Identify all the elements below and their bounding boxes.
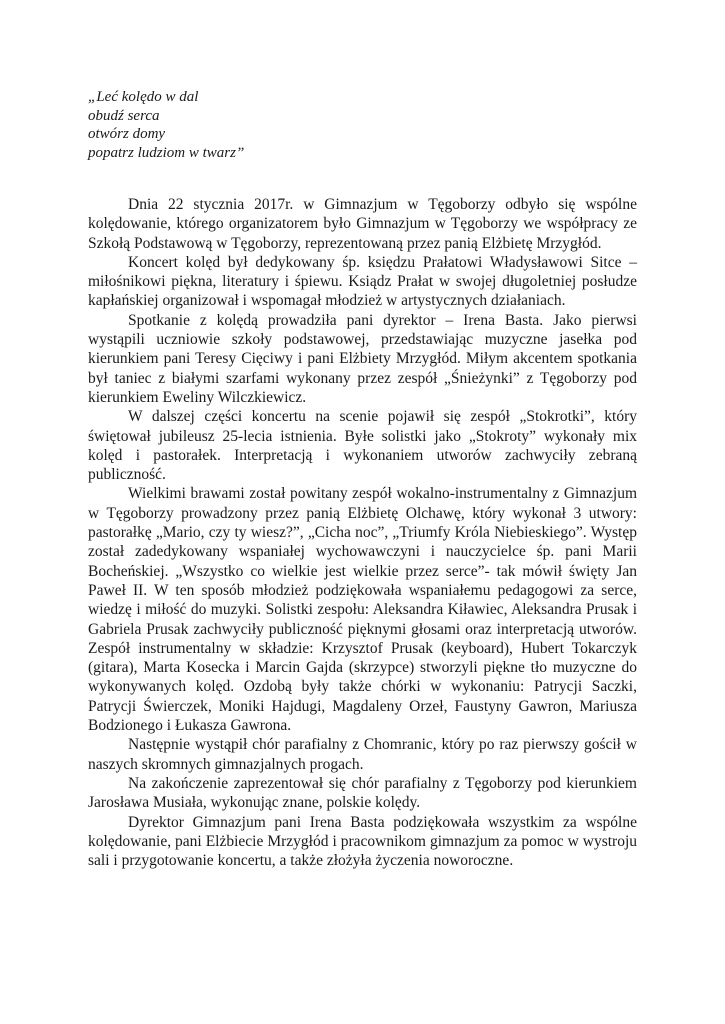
paragraph-intro: Dnia 22 stycznia 2017r. w Gimnazjum w Tęgoborzy odbyło się wspólne kolędowanie, którego organizatorem było Gimnazjum w Tęgoborzy we współpracy ze Szkołą Podstawową w Tęgoborzy, reprezentowaną przez panią Elżbietę Mrzygłód. xyxy=(88,196,637,252)
paragraph-opening: Spotkanie z kolędą prowadziła pani dyrektor – Irena Basta. Jako pierwsi wystąpili uczniowie szkoły podstawowej, przedstawiając muzyczne jasełka pod kierunkiem pani Teresy Cięciwy i pani Elżbiety Mrzygłód. Miłym akcentem spotkania był taniec z białymi szarfami wykonany przez zespół „Śnieżynki” z Tęgoborzy pod kierunkiem Eweliny Wilczkiewicz. xyxy=(88,311,637,406)
paragraph-dedication: Koncert kolęd był dedykowany śp. księdzu Prałatowi Władysławowi Sitce – miłośnikowi piękna, literatury i śpiewu. Ksiądz Prałat w swojej długoletniej posłudze kapłańskiej organizował i wspomagał młodzież w artystycznych działaniach. xyxy=(88,253,637,310)
paragraph-closing: Dyrektor Gimnazjum pani Irena Basta podziękowała wszystkim za wspólne kolędowanie, pani Elżbiecie Mrzygłód i pracownikom gimnazjum za pomoc w wystroju sali i przygotowanie koncertu, a także złożyła życzenia noworoczne. xyxy=(88,813,637,870)
paragraph-stokrotki: W dalszej części koncertu na scenie pojawił się zespół „Stokrotki”, który świętował jubileusz 25-lecia istnienia. Byłe solistki jako „Stokroty” wykonały mix kolęd i pastorałek. Interpretacją i wykonaniem utworów zachwyciły zebraną publiczność. xyxy=(88,408,637,484)
poem-epigraph xyxy=(88,88,244,162)
poem-line: „Leć kolędo w dal xyxy=(88,89,199,105)
poem-line: popatrz ludziom w twarz” xyxy=(88,144,245,161)
paragraph-ensemble: Wielkimi brawami został powitany zespół wokalno-instrumentalny z Gimnazjum w Tęgoborzy prowadzony przez panią Elżbietę Olchawę, który wykonał 3 utwory: pastorałkę „Mario, czy ty wiesz?”, „Cicha noc”, „Triumfy Króla Niebieskiego”. Występ został zadedykowany wspaniałej wychowawczyni i nauczycielce śp. pani Marii Bocheńskiej. „Wszystko co wielkie jest wielkie przez serce”- tak mówił święty Jan Paweł II. W ten sposób młodzież podziękowała wspaniałemu pedagogowi za serce, wiedzę i miłość do muzyki. Solistki zespołu: Aleksandra Kiławiec, Aleksandra Prusak i Gabriela Prusak zachwyciły publiczność pięknymi głosami oraz interpretacją utworów. Zespół instrumentalny w składzie: Krzysztof Prusak (keyboard), Hubert Tokarczyk (gitara), Marta Kosecka i Marcin Gajda (skrzypce) stworzyli piękne tło muzyczne do wykonywanych kolęd. Ozdobą były także chórki w wykonaniu: Patrycji Saczki, Patrycji Świerczek, Moniki Hajdugi, Magdaleny Orzeł, Faustyny Gawron, Mariusza Bodzionego i Łukasza Gawrona. xyxy=(88,485,637,735)
poem-line: otwórz domy xyxy=(88,126,166,142)
poem-line: obudź serca xyxy=(88,107,160,124)
article-body xyxy=(88,195,637,870)
paragraph-chomranice-choir: Następnie wystąpił chór parafialny z Chomranic, który po raz pierwszy gościł w naszych skromnych gimnazjalnych progach. xyxy=(88,736,637,773)
paragraph-tegoborze-choir: Na zakończenie zaprezentował się chór parafialny z Tęgoborzy pod kierunkiem Jarosława Musiała, wykonując znane, polskie kolędy. xyxy=(88,774,637,812)
